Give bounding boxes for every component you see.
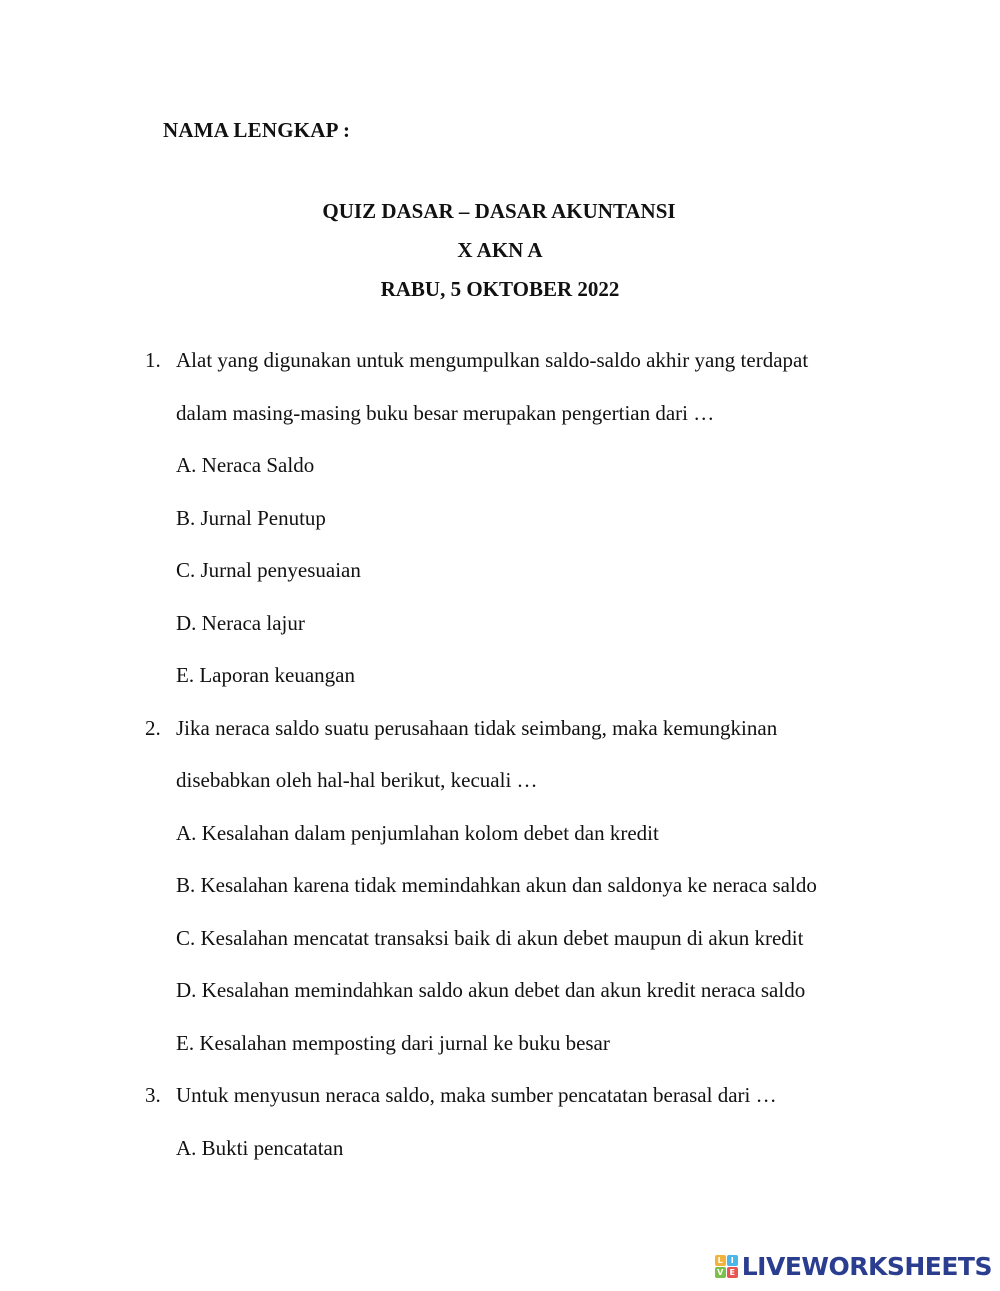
logo-text: LIVEWORKSHEETS [741,1252,992,1281]
option-text: C. Kesalahan mencatat transaksi baik di akun debet maupun di akun kredit [176,925,804,950]
logo-square: V [715,1267,726,1278]
quiz-title-block [0,196,1000,313]
question-text: Alat yang digunakan untuk mengumpulkan saldo-saldo akhir yang terdapat [176,348,809,372]
answer-option [145,450,905,503]
option-text: A. Kesalahan dalam penjumlahan kolom debet dan kredit [176,820,659,845]
answer-option [145,660,905,713]
option-text: E. Laporan keuangan [176,663,356,687]
logo-square: L [715,1255,726,1266]
question-text: disebabkan oleh hal-hal berikut, kecuali … [176,768,538,792]
answer-option [145,555,905,608]
option-text: A. Bukti pencatatan [176,1135,344,1160]
option-text: C. Jurnal penyesuaian [176,558,361,582]
question-2-line-2 [145,765,905,818]
option-text: B. Jurnal Penutup [176,505,326,530]
answer-option [145,818,905,871]
question-3-line-1 [145,1080,905,1133]
option-text: A. Neraca Saldo [176,453,315,477]
question-1-line-1 [145,345,905,398]
liveworksheets-logo[interactable] [715,1252,992,1281]
question-number: 1. [145,348,161,372]
question-text: Jika neraca saldo suatu perusahaan tidak seimbang, maka kemungkinan [176,715,778,740]
name-label: NAMA LENGKAP : [163,118,351,142]
quiz-title: QUIZ DASAR – DASAR AKUNTANSI [322,199,676,223]
question-number: 3. [145,1083,161,1107]
question-text: Untuk menyusun neraca saldo, maka sumber pencatatan berasal dari … [176,1083,777,1107]
option-text: D. Kesalahan memindahkan saldo akun debet dan akun kredit neraca saldo [176,978,806,1002]
answer-option [145,608,905,661]
logo-square: I [727,1255,738,1266]
option-text: B. Kesalahan karena tidak memindahkan akun dan saldonya ke neraca saldo [176,873,817,897]
answer-option [145,1133,905,1186]
question-number: 2. [145,715,161,740]
option-text: E. Kesalahan memposting dari jurnal ke buku besar [176,1030,610,1055]
logo-squares-icon [715,1255,738,1278]
question-text: dalam masing-masing buku besar merupakan pengertian dari … [176,400,715,425]
question-1-line-2 [145,398,905,451]
quiz-date: RABU, 5 OKTOBER 2022 [380,277,620,301]
answer-option [145,503,905,556]
question-list [145,345,905,1185]
class-label: X AKN A [457,238,543,262]
answer-option [145,975,905,1028]
question-2-line-1 [145,713,905,766]
answer-option [145,870,905,923]
answer-option [145,923,905,976]
logo-square: E [727,1267,738,1278]
option-text: D. Neraca lajur [176,610,305,635]
answer-option [145,1028,905,1081]
